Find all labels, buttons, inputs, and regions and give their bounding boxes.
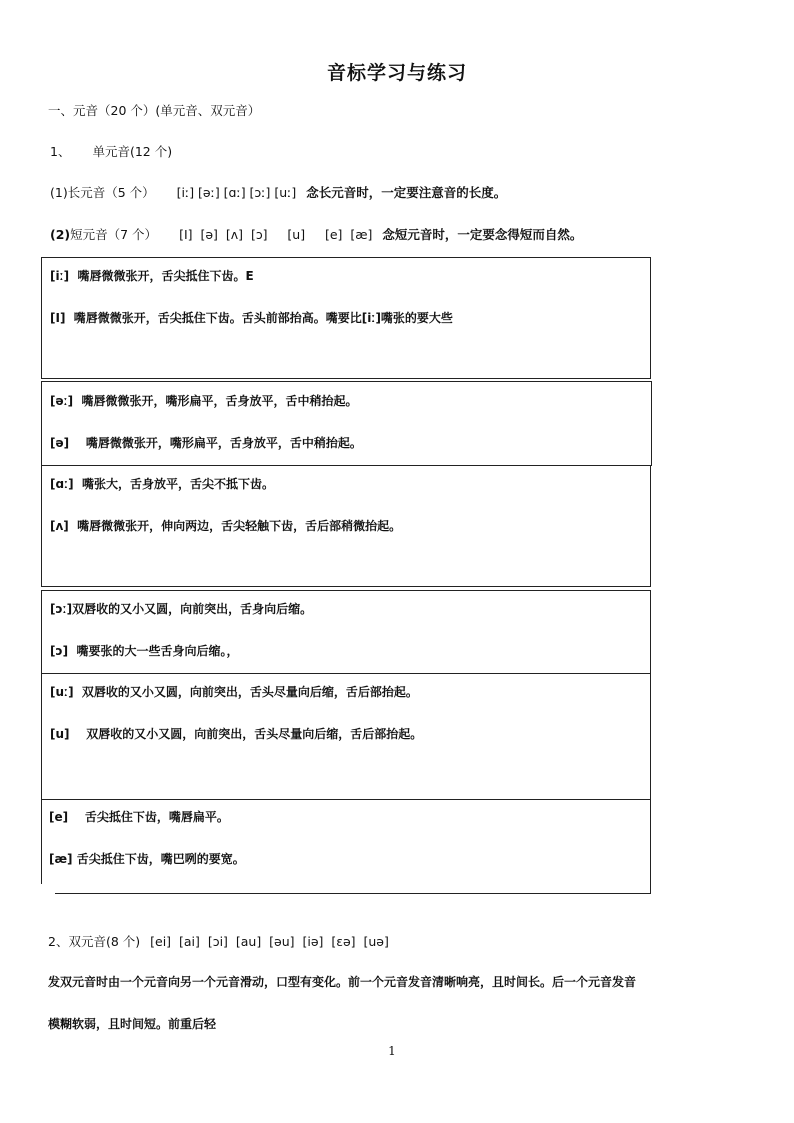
long-vowels-note: 念长元音时，一定要注意音的长度。 — [306, 185, 507, 200]
vowel-description: 嘴唇微微张开，嘴形扁平，舌身放平，舌中稍抬起。 — [81, 394, 358, 408]
long-vowels-label: (1)长元音（5 个） — [50, 185, 155, 200]
vowel-entry — [50, 517, 401, 534]
vowel-description: 舌尖抵住下齿，嘴唇扁平。 — [84, 810, 229, 824]
vowel-symbol: [e] — [49, 810, 69, 824]
vowel-entry — [50, 392, 358, 409]
subsection-text: 单元音(12 个) — [92, 144, 173, 159]
vowel-symbol: [u] — [50, 727, 70, 741]
subsection-number: 1、 — [50, 144, 71, 159]
vowel-description: 嘴唇微微张开，伸向两边，舌尖轻触下齿，舌后部稍微抬起。 — [77, 519, 402, 533]
vowel-description: 双唇收的又小又圆，向前突出，舌头尽量向后缩，舌后部抬起。 — [81, 685, 418, 699]
vowel-entry — [50, 434, 362, 451]
short-vowels-symbols: [I] [ə] [ʌ] [ɔ] [u] [e] [æ] — [179, 227, 373, 242]
diphthongs-description-line2: 模糊软弱，且时间短。前重后轻 — [48, 1017, 217, 1031]
vowel-entry — [50, 309, 453, 326]
vowel-entry — [50, 642, 238, 659]
short-vowels-note: 念短元音时，一定要念得短而自然。 — [382, 227, 583, 242]
vowel-description: 嘴张大，舌身放平，舌尖不抵下齿。 — [81, 477, 274, 491]
vowel-symbol: [I] — [50, 311, 66, 325]
box-border-gap — [41, 893, 55, 894]
page-title: 音标学习与练习 — [326, 62, 467, 84]
vowel-symbol: [uː] — [50, 685, 74, 699]
vowel-symbol: [æ] — [49, 852, 73, 866]
diphthongs-label: 2、双元音(8 个) — [48, 934, 141, 949]
vowel-symbol: [ʌ] — [50, 519, 69, 533]
vowel-entry — [50, 267, 254, 284]
vowel-entry — [50, 600, 312, 617]
section-heading-vowels: 一、元音（20 个）(单元音、双元音） — [48, 103, 261, 118]
vowel-box-5 — [41, 673, 651, 800]
subsection-monophthongs — [50, 142, 172, 160]
short-vowels-line — [50, 225, 582, 243]
vowel-entry — [49, 850, 245, 867]
vowel-description: 嘴唇微微张开，嘴形扁平，舌身放平，舌中稍抬起。 — [85, 436, 362, 450]
vowel-box-3 — [41, 465, 651, 587]
vowel-symbol: [ɔː] — [50, 602, 73, 616]
vowel-entry — [50, 475, 274, 492]
vowel-symbol: [ɔ] — [50, 644, 69, 658]
vowel-symbol: [ə] — [50, 436, 70, 450]
vowel-description: 双唇收的又小又圆，向前突出，舌头尽量向后缩，舌后部抬起。 — [86, 727, 423, 741]
vowel-symbol: [əː] — [50, 394, 74, 408]
vowel-description: 嘴唇微微张开，舌尖抵住下齿。E — [77, 269, 254, 283]
long-vowels-line — [50, 183, 506, 201]
vowel-entry — [50, 725, 422, 742]
short-vowels-label: 短元音（7 个） — [70, 227, 158, 242]
vowel-box-4 — [41, 590, 651, 674]
vowel-entry — [50, 683, 418, 700]
vowel-entry — [49, 808, 229, 825]
section-heading-diphthongs — [48, 932, 389, 950]
vowel-description: 嘴要张的大一些舌身向后缩。， — [76, 644, 239, 658]
diphthongs-description-line1: 发双元音时由一个元音向另一个元音滑动，口型有变化。前一个元音发音清晰响亮，且时间长。后一个元音发音 — [48, 975, 637, 989]
vowel-description: 双唇收的又小又圆，向前突出，舌身向后缩。 — [72, 602, 313, 616]
vowel-symbol: [ɑː] — [50, 477, 74, 491]
box-left-border — [41, 799, 42, 884]
vowel-box-2 — [41, 381, 652, 466]
page-number: 1 — [388, 1044, 396, 1058]
vowel-description: 舌尖抵住下齿，嘴巴咧的要宽。 — [76, 852, 245, 866]
vowel-box-6 — [41, 799, 651, 894]
vowel-description: 嘴唇微微张开，舌尖抵住下齿。舌头前部抬高。嘴要比[iː]嘴张的要大些 — [73, 311, 453, 325]
vowel-symbol: [iː] — [50, 269, 70, 283]
short-vowels-number: (2) — [50, 227, 71, 242]
vowel-box-1 — [41, 257, 651, 379]
long-vowels-symbols: [iː] [əː] [ɑː] [ɔː] [uː] — [176, 185, 297, 200]
diphthongs-symbols: [ei] [ai] [ɔi] [au] [əu] [iə] [ɛə] [uə] — [150, 934, 389, 949]
